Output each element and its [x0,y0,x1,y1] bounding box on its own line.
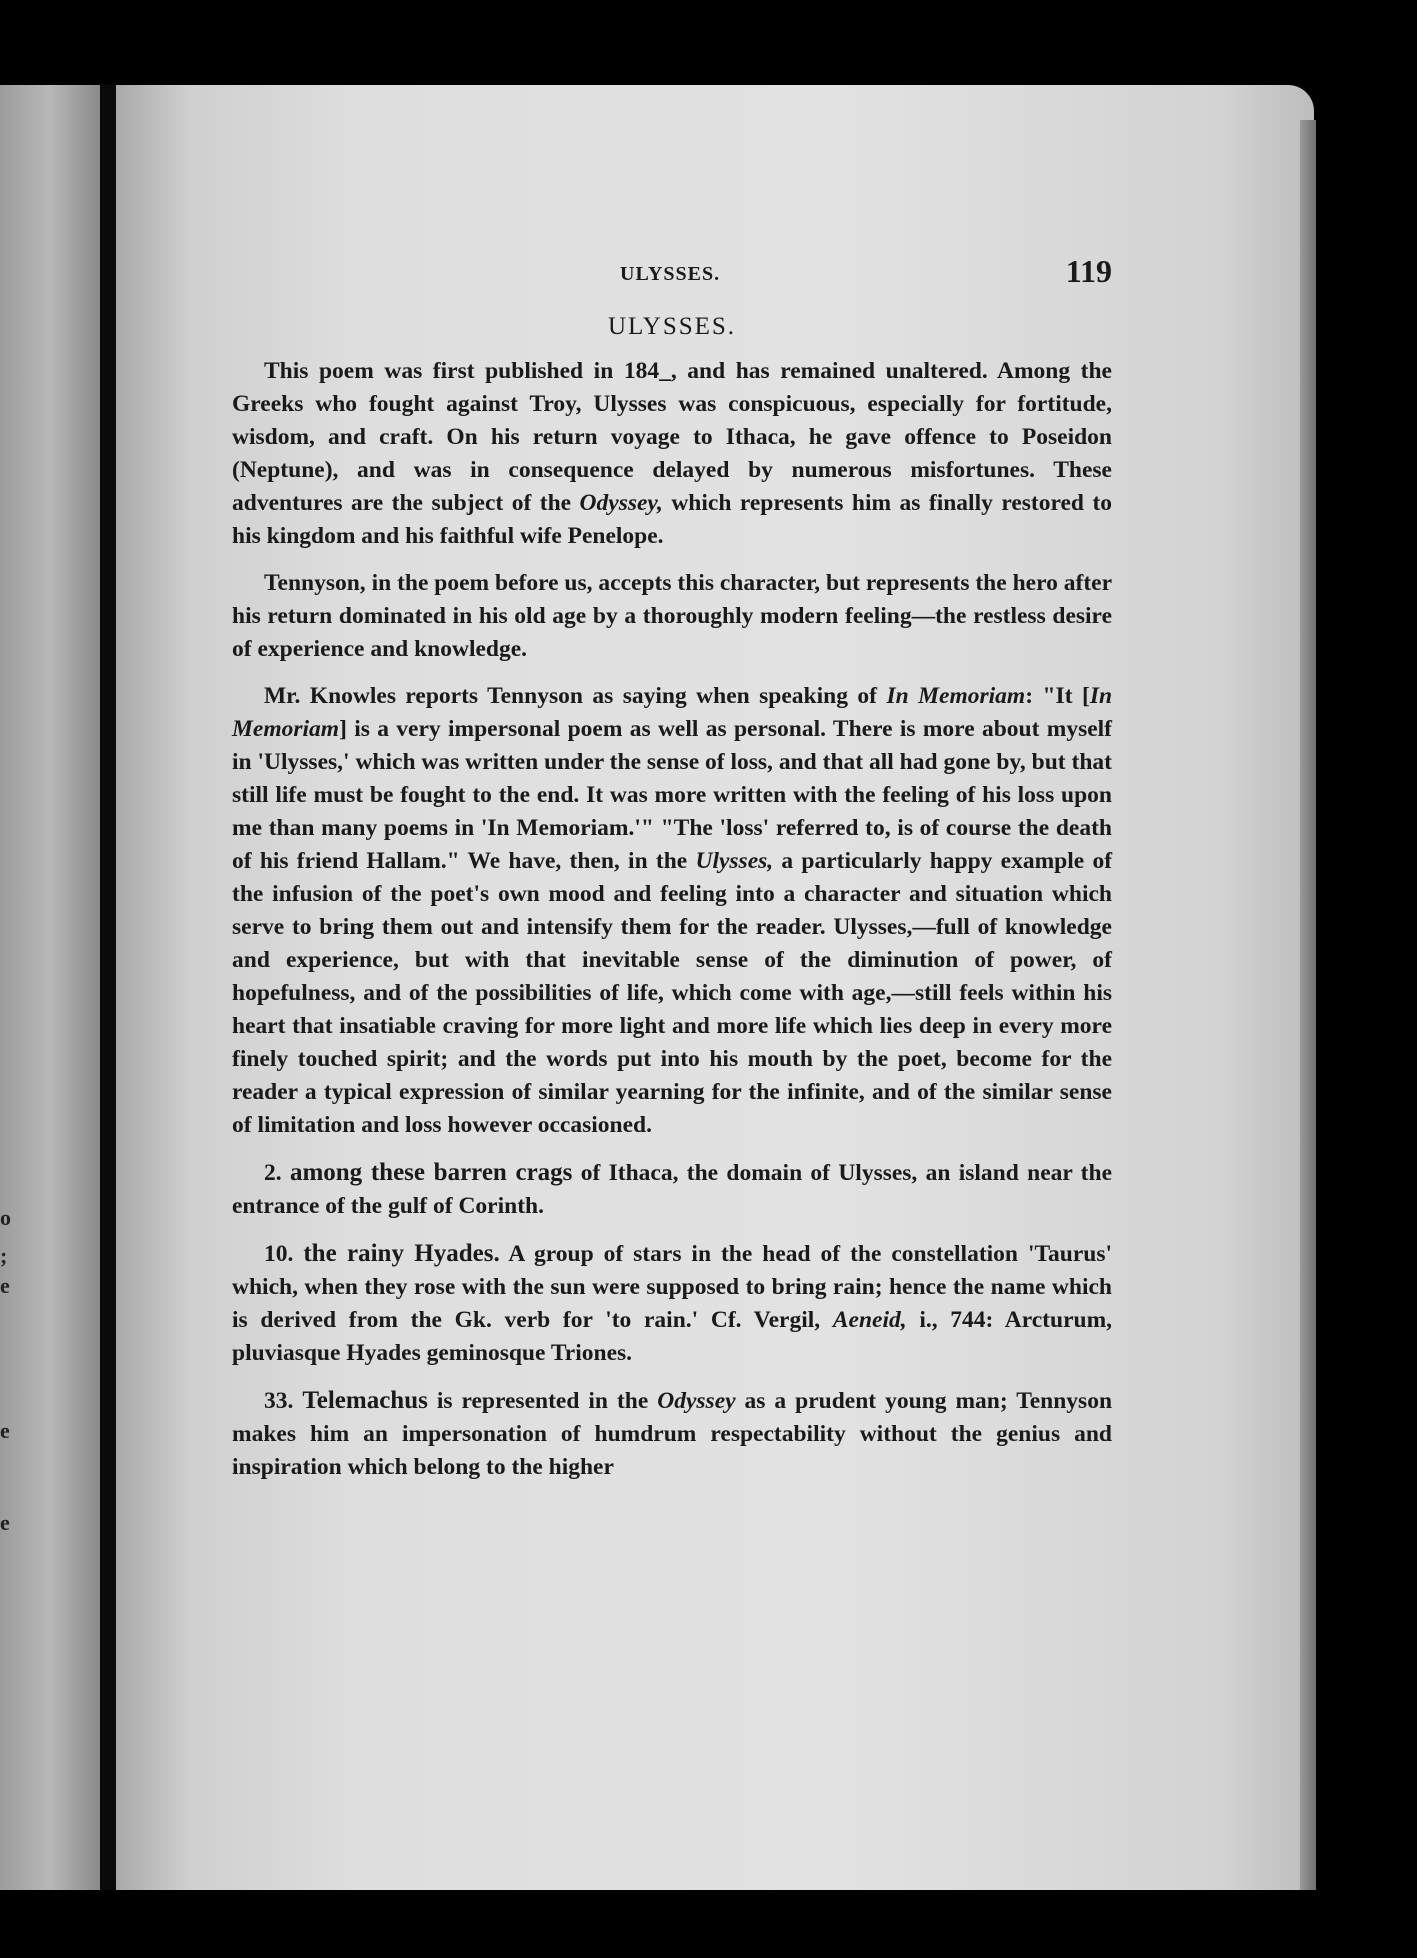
paragraph-intro: This poem was first published in 184_, and has remained unaltered. Among the Greeks who fought against Troy, Ulysses was conspicuous, especially for fortitude, wisdom, and craft. On his return voyage to Ithaca, he gave offence to Poseidon (Neptune), and was in consequence delayed by numerous misfortunes. These adventures are the subject of the Odyssey, which represents him as finally restored to his kingdom and his faithful wife Penelope. [232,358,1113,549]
margin-fragment: ; [0,1243,8,1268]
page-number: 119 [1065,253,1112,289]
running-head-title: ULYSSES. [620,263,721,285]
note-item: 10. the rainy Hyades. A group of stars in the head of the constellation 'Taurus' which, when they rose with the sun were supposed to bring rain; hence the name which is derived from the Gk. verb for 'to rain.' Cf. Vergil, Aeneid, i., 744: Arcturum, pluviasque Hyades geminosque Triones. [232,1240,1113,1366]
running-head [232,245,1112,303]
margin-fragment: e [0,1273,10,1298]
note-item: 2. among these barren crags of Ithaca, the domain of Ulysses, an island near the entrance of the gulf of Corinth. [232,1159,1113,1219]
note-item: 33. Telemachus is represented in the Odyssey as a prudent young man; Tennyson makes him an impersonation of humdrum respectability without the genius and inspiration which belong to the higher [232,1387,1113,1480]
left-page-edge [0,85,100,1890]
margin-fragment: e [0,1510,10,1535]
book-gutter [100,85,116,1890]
section-title: ULYSSES. [607,313,737,340]
paragraph-knowles: Mr. Knowles reports Tennyson as saying when speaking of In Memoriam: "It [In Memoriam] is a very impersonal poem as well as personal. There is more about myself in 'Ulysses,' which was written under the sense of loss, and that all had gone by, but that still life must be fought to the end. It was more written with the feeling of his loss upon me than many poems in 'In Memoriam.'" "The 'loss' referred to, is of course the death of his friend Hallam." We have, then, in the Ulysses, a particularly happy example of the infusion of the poet's own mood and feeling into a character and situation which serve to bring them out and intensify them for the reader. Ulysses,—full of knowledge and experience, but with that inevitable sense of the diminution of power, of hopefulness, and of the possibilities of life, which come with age,—still feels within his heart that insatiable craving for more light and more life which lies deep in every more finely touched spirit; and the words put into his mouth by the poet, become for the reader a typical expression of similar yearning for the infinite, and of the similar sense of limitation and loss however occasioned. [232,683,1113,1138]
paragraph-tennyson: Tennyson, in the poem before us, accepts this character, but represents the hero after his return dominated in his old age by a thoroughly modern feeling—the restless desire of experience and knowledge. [232,570,1112,662]
page-content [232,245,1112,1498]
margin-fragment: o [0,1205,11,1230]
margin-fragment: e [0,1418,10,1443]
page-edge-shadow [1300,120,1316,1890]
